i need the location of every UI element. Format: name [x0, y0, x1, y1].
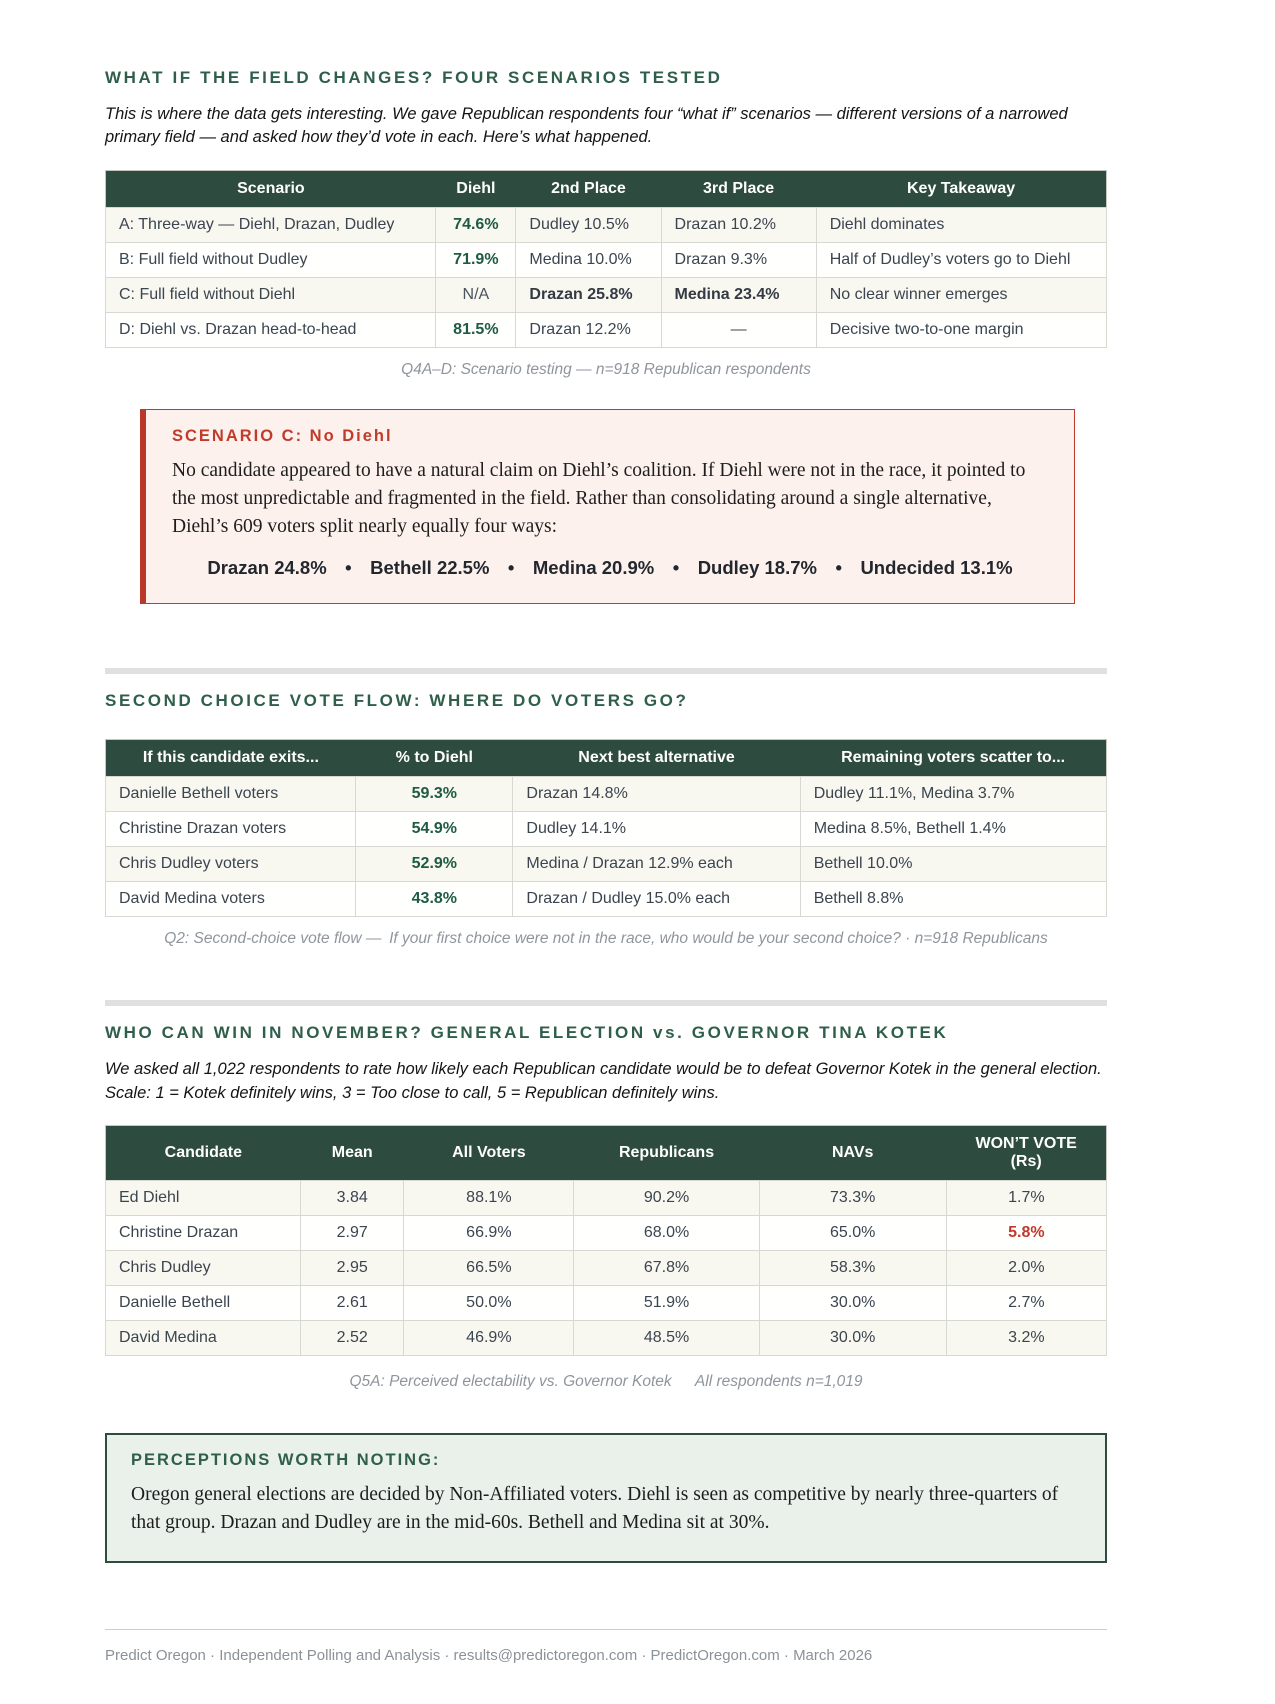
cell-candidate: Christine Drazan — [106, 1216, 301, 1251]
second-choice-table-head — [106, 740, 1107, 777]
cell-republicans: 67.8% — [574, 1251, 759, 1286]
cell-republicans: 68.0% — [574, 1216, 759, 1251]
cell-scenario: D: Diehl vs. Drazan head-to-head — [106, 312, 436, 347]
cell-second-place: Drazan 25.8% — [516, 277, 661, 312]
cell-republicans: 48.5% — [574, 1321, 759, 1356]
cell-republicans: 90.2% — [574, 1181, 759, 1216]
header-republicans: Republicans — [574, 1126, 759, 1181]
table-row — [106, 312, 1107, 347]
cell-navs: 58.3% — [759, 1251, 946, 1286]
cell-next-best: Drazan 14.8% — [513, 777, 800, 812]
scenario-table-caption: Q4A–D: Scenario testing — n=918 Republican respondents — [401, 360, 811, 378]
cell-next-best: Medina / Drazan 12.9% each — [513, 847, 800, 882]
header-all-voters: All Voters — [404, 1126, 574, 1181]
scenario-c-callout-body: No candidate appeared to have a natural claim on Diehl’s coalition. If Diehl were not in the race, it pointed to the most unpredictable and fragmented in the field. Rather than consolidating around a single alternative, Diehl’s 609 voters split nearly equally four ways: — [172, 459, 1026, 537]
cell-third-place: Medina 23.4% — [661, 277, 816, 312]
table-row — [106, 777, 1107, 812]
header-pct-to-diehl: % to Diehl — [356, 740, 513, 777]
electability-table-head — [106, 1126, 1107, 1181]
scenario-c-split-stats: Drazan 24.8% • Bethell 22.5% • Medina 20.9% • Dudley 18.7% • Undecided 13.1% — [207, 557, 1013, 579]
cell-diehl-share: 74.6% — [436, 207, 516, 242]
cell-scenario: A: Three-way — Diehl, Drazan, Dudley — [106, 207, 436, 242]
cell-scenario: B: Full field without Dudley — [106, 242, 436, 277]
cell-all-voters: 50.0% — [404, 1286, 574, 1321]
scenario-c-callout-title: SCENARIO C: No Diehl — [172, 426, 393, 445]
scenario-table — [105, 170, 1107, 348]
header-scatter: Remaining voters scatter to... — [800, 740, 1106, 777]
section-heading-general-election: WHO CAN WIN IN NOVEMBER? GENERAL ELECTION vs. GOVERNOR TINA KOTEK — [105, 1023, 949, 1043]
table-row — [106, 277, 1107, 312]
header-candidate: Candidate — [106, 1126, 301, 1181]
cell-candidate: Ed Diehl — [106, 1181, 301, 1216]
header-next-best: Next best alternative — [513, 740, 800, 777]
section-heading-scenarios: WHAT IF THE FIELD CHANGES? FOUR SCENARIOS TESTED — [105, 68, 723, 87]
report-content — [105, 68, 1107, 1664]
cell-takeaway: Diehl dominates — [816, 207, 1106, 242]
cell-mean: 2.61 — [301, 1286, 404, 1321]
second-choice-table-body — [106, 777, 1107, 917]
cell-mean: 2.97 — [301, 1216, 404, 1251]
cell-navs: 30.0% — [759, 1286, 946, 1321]
cell-second-place: Dudley 10.5% — [516, 207, 661, 242]
cell-wont-vote: 3.2% — [946, 1321, 1106, 1356]
electability-table — [105, 1125, 1107, 1356]
cell-mean: 2.52 — [301, 1321, 404, 1356]
cell-wont-vote: 1.7% — [946, 1181, 1106, 1216]
header-scenario: Scenario — [106, 170, 436, 207]
cell-scatter: Medina 8.5%, Bethell 1.4% — [800, 812, 1106, 847]
electability-table-caption: Q5A: Perceived electability vs. Governor Kotek All respondents n=1,019 — [349, 1373, 863, 1391]
cell-all-voters: 66.5% — [404, 1251, 574, 1286]
cell-candidate: Chris Dudley — [106, 1251, 301, 1286]
cell-takeaway: No clear winner emerges — [816, 277, 1106, 312]
cell-third-place: Drazan 10.2% — [661, 207, 816, 242]
cell-second-place: Medina 10.0% — [516, 242, 661, 277]
cell-pct-to-diehl: 43.8% — [356, 882, 513, 917]
table-row — [106, 847, 1107, 882]
table-row — [106, 1181, 1107, 1216]
table-row — [106, 1321, 1107, 1356]
table-row — [106, 1251, 1107, 1286]
cell-republicans: 51.9% — [574, 1286, 759, 1321]
cell-navs: 65.0% — [759, 1216, 946, 1251]
scenario-c-callout — [140, 409, 1075, 605]
cell-scatter: Dudley 11.1%, Medina 3.7% — [800, 777, 1106, 812]
cell-third-place: Drazan 9.3% — [661, 242, 816, 277]
cell-scenario: C: Full field without Diehl — [106, 277, 436, 312]
header-3rd-place: 3rd Place — [661, 170, 816, 207]
cell-pct-to-diehl: 52.9% — [356, 847, 513, 882]
header-2nd-place: 2nd Place — [516, 170, 661, 207]
cell-second-place: Drazan 12.2% — [516, 312, 661, 347]
cell-diehl-share: 81.5% — [436, 312, 516, 347]
header-key-takeaway: Key Takeaway — [816, 170, 1106, 207]
cell-candidate: Danielle Bethell — [106, 1286, 301, 1321]
header-row — [106, 170, 1107, 207]
table-row — [106, 812, 1107, 847]
electability-table-body — [106, 1181, 1107, 1356]
table-row — [106, 207, 1107, 242]
perceptions-callout — [105, 1433, 1107, 1563]
cell-mean: 3.84 — [301, 1181, 404, 1216]
header-row — [106, 740, 1107, 777]
header-mean: Mean — [301, 1126, 404, 1181]
cell-takeaway: Decisive two-to-one margin — [816, 312, 1106, 347]
cell-candidate: David Medina — [106, 1321, 301, 1356]
table-row — [106, 1286, 1107, 1321]
scenarios-intro-text: This is where the data gets interesting. We gave Republican respondents four “what if” scenarios — different versions of a narrowed primary field — and asked how they’d vote in each. Here’s what happened. — [105, 105, 1068, 147]
cell-third-place: — — [661, 312, 816, 347]
cell-next-best: Drazan / Dudley 15.0% each — [513, 882, 800, 917]
scenario-table-head — [106, 170, 1107, 207]
header-row — [106, 1126, 1107, 1181]
cell-candidate: David Medina voters — [106, 882, 356, 917]
cell-takeaway: Half of Dudley’s voters go to Diehl — [816, 242, 1106, 277]
cell-all-voters: 46.9% — [404, 1321, 574, 1356]
cell-navs: 30.0% — [759, 1321, 946, 1356]
cell-wont-vote: 5.8% — [946, 1216, 1106, 1251]
cell-navs: 73.3% — [759, 1181, 946, 1216]
general-election-intro-text: We asked all 1,022 respondents to rate how likely each Republican candidate would be to defeat Governor Kotek in the general election. Scale: 1 = Kotek definitely wins, 3 = Too close to call, 5 = Republican definitely wins. — [105, 1060, 1102, 1102]
second-choice-table-caption: Q2: Second-choice vote flow — If your first choice were not in the race, who would be your second choice? · n=918 Republicans — [164, 930, 1048, 948]
cell-wont-vote: 2.7% — [946, 1286, 1106, 1321]
scenario-table-body — [106, 207, 1107, 347]
section-heading-second-choice: SECOND CHOICE VOTE FLOW: WHERE DO VOTERS GO? — [105, 691, 689, 711]
cell-wont-vote: 2.0% — [946, 1251, 1106, 1286]
footer-text: Predict Oregon · Independent Polling and Analysis · results@predictoregon.com · PredictOregon.com · March 2026 — [105, 1647, 873, 1665]
page-footer — [105, 1629, 1107, 1664]
cell-all-voters: 66.9% — [404, 1216, 574, 1251]
section-divider — [105, 668, 1107, 674]
cell-scatter: Bethell 8.8% — [800, 882, 1106, 917]
cell-diehl-share: 71.9% — [436, 242, 516, 277]
header-navs: NAVs — [759, 1126, 946, 1181]
header-wont-vote: WON’T VOTE (Rs) — [946, 1126, 1106, 1181]
cell-candidate: Danielle Bethell voters — [106, 777, 356, 812]
table-row — [106, 1216, 1107, 1251]
header-candidate-exits: If this candidate exits... — [106, 740, 356, 777]
second-choice-table — [105, 739, 1107, 917]
cell-pct-to-diehl: 59.3% — [356, 777, 513, 812]
header-diehl: Diehl — [436, 170, 516, 207]
table-row — [106, 882, 1107, 917]
cell-candidate: Chris Dudley voters — [106, 847, 356, 882]
cell-diehl-share: N/A — [436, 277, 516, 312]
table-row — [106, 242, 1107, 277]
cell-candidate: Christine Drazan voters — [106, 812, 356, 847]
cell-next-best: Dudley 14.1% — [513, 812, 800, 847]
cell-pct-to-diehl: 54.9% — [356, 812, 513, 847]
cell-mean: 2.95 — [301, 1251, 404, 1286]
cell-all-voters: 88.1% — [404, 1181, 574, 1216]
cell-scatter: Bethell 10.0% — [800, 847, 1106, 882]
perceptions-callout-title: PERCEPTIONS WORTH NOTING: — [131, 1451, 441, 1470]
section-divider — [105, 1000, 1107, 1006]
perceptions-callout-body: Oregon general elections are decided by Non-Affiliated voters. Diehl is seen as competitive by nearly three-quarters of that group. Drazan and Dudley are in the mid-60s. Bethell and Medina sit at 30%. — [131, 1484, 1059, 1534]
